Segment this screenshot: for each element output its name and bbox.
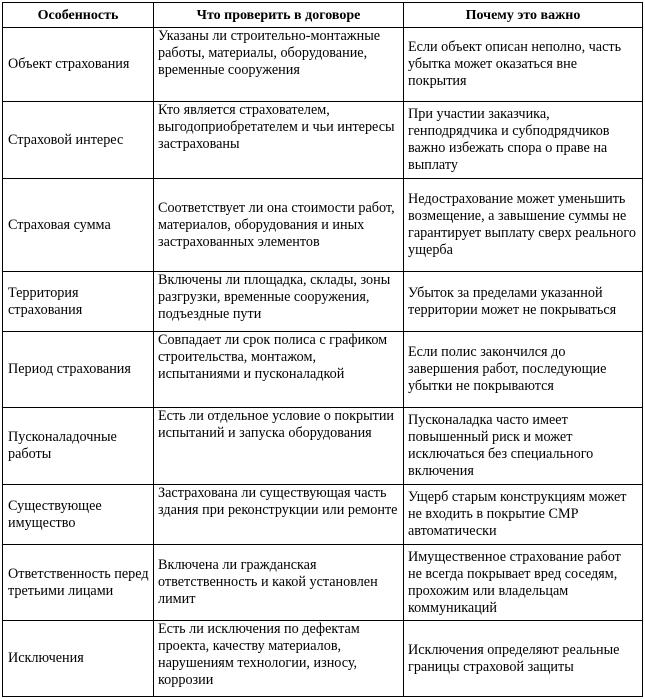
- cell-feature: Ответственность перед третьими лицами: [3, 545, 154, 621]
- cell-feature: Исключения: [3, 621, 154, 697]
- cell-why: Убыток за пределами указанной территории может не покрываться: [404, 272, 643, 332]
- table-row: [3, 272, 643, 332]
- cell-why: Ущерб старым конструкциям может не входить в покрытие СМР автоматически: [404, 485, 643, 545]
- cell-check: Застрахована ли существующая часть здания при реконструкции или ремонте: [154, 485, 404, 545]
- contract-checklist-table: [2, 2, 643, 697]
- cell-feature: Пусконаладочные работы: [3, 408, 154, 485]
- table-row: [3, 545, 643, 621]
- header-check: Что проверить в договоре: [154, 3, 404, 28]
- header-why: Почему это важно: [404, 3, 643, 28]
- cell-check: Соответствует ли она стоимости работ, материалов, оборудования и иных застрахованных элементов: [154, 179, 404, 272]
- cell-why: Пусконаладка часто имеет повышенный риск и может исключаться без специального включения: [404, 408, 643, 485]
- cell-check: Есть ли отдельное условие о покрытии испытаний и запуска оборудования: [154, 408, 404, 485]
- cell-feature: Объект страхования: [3, 28, 154, 102]
- table-row: [3, 179, 643, 272]
- table-row: [3, 408, 643, 485]
- cell-check: Включена ли гражданская ответственность и какой установлен лимит: [154, 545, 404, 621]
- cell-why: Имущественное страхование работ не всегда покрывает вред соседям, прохожим или владельцам коммуникаций: [404, 545, 643, 621]
- cell-why: Если полис закончился до завершения работ, последующие убытки не покрываются: [404, 332, 643, 408]
- table-row: [3, 621, 643, 697]
- header-feature: Особенность: [3, 3, 154, 28]
- cell-feature: Период страхования: [3, 332, 154, 408]
- table-row: [3, 102, 643, 179]
- cell-feature: Страховая сумма: [3, 179, 154, 272]
- cell-feature: Территория страхования: [3, 272, 154, 332]
- cell-check: Кто является страхователем, выгодоприобретателем и чьи интересы застрахованы: [154, 102, 404, 179]
- table-row: [3, 485, 643, 545]
- cell-why: Исключения определяют реальные границы страховой защиты: [404, 621, 643, 697]
- table-row: [3, 332, 643, 408]
- cell-check: Есть ли исключения по дефектам проекта, качеству материалов, нарушениям технологии, износу, коррозии: [154, 621, 404, 697]
- cell-why: Если объект описан неполно, часть убытка может оказаться вне покрытия: [404, 28, 643, 102]
- table-header-row: [3, 3, 643, 28]
- cell-why: Недострахование может уменьшить возмещение, а завышение суммы не гарантирует выплату сверх реального ущерба: [404, 179, 643, 272]
- cell-check: Совпадает ли срок полиса с графиком строительства, монтажом, испытаниями и пусконаладкой: [154, 332, 404, 408]
- cell-feature: Существующее имущество: [3, 485, 154, 545]
- cell-check: Включены ли площадка, склады, зоны разгрузки, временные сооружения, подъездные пути: [154, 272, 404, 332]
- cell-feature: Страховой интерес: [3, 102, 154, 179]
- table-row: [3, 28, 643, 102]
- cell-check: Указаны ли строительно-монтажные работы, материалы, оборудование, временные сооружения: [154, 28, 404, 102]
- cell-why: При участии заказчика, генподрядчика и субподрядчиков важно избежать спора о праве на выплату: [404, 102, 643, 179]
